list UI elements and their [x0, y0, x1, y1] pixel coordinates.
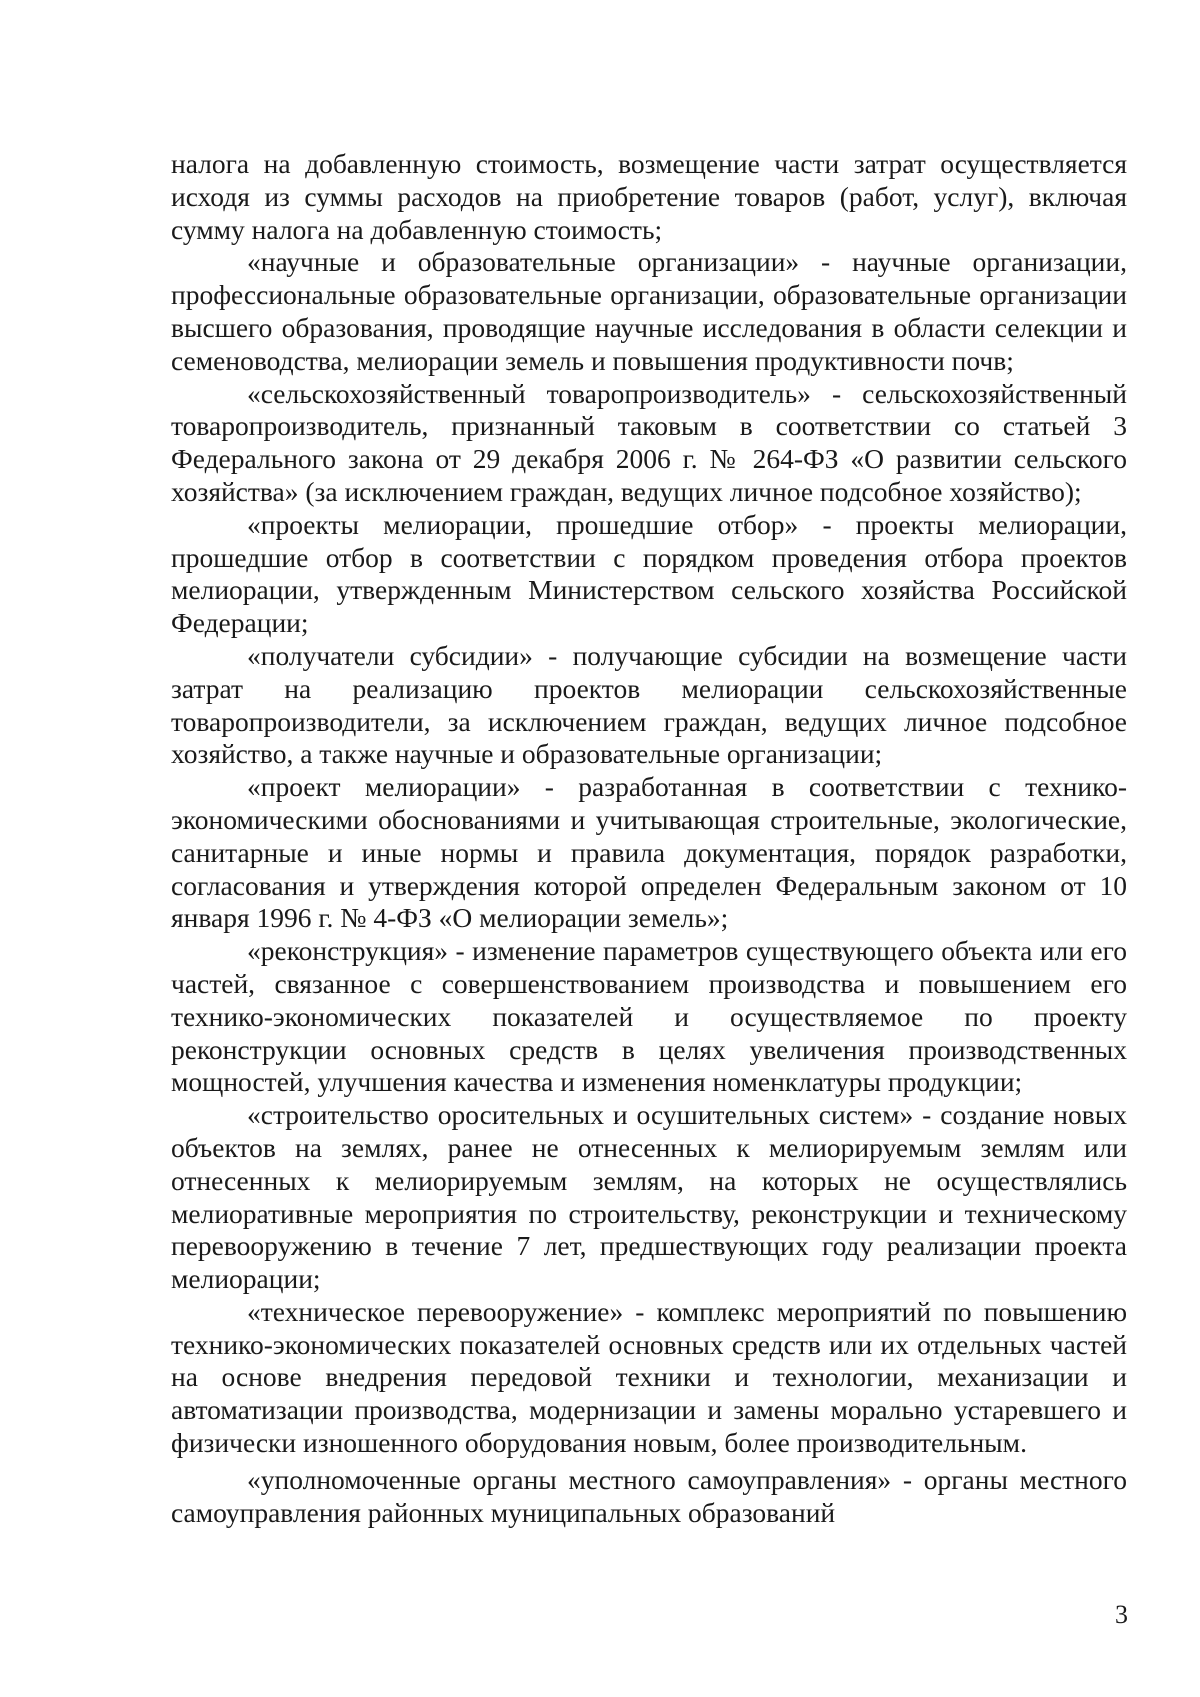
paragraph-irrigation-construction: «строительство оросительных и осушительных систем» - создание новых объектов на землях, ранее не отнесенных к мелиорируемым землям или отнесенных к мелиорируемым землям, на которых не осуществлялись мелиоративные мероприятия по строительству, реконструкции и техническому перевооружению в течение 7 лет, предшествующих году реализации проекта мелиорации; [171, 1099, 1127, 1295]
paragraph-selected-projects: «проекты мелиорации, прошедшие отбор» - проекты мелиорации, прошедшие отбор в соответствии с порядком проведения отбора проектов мелиорации, утвержденным Министерством сельского хозяйства Российской Федерации; [171, 508, 1127, 639]
paragraph-subsidy-recipients: «получатели субсидии» - получающие субсидии на возмещение части затрат на реализацию проектов мелиорации сельскохозяйственные товаропроизводители, за исключением граждан, ведущих личное подсобное хозяйство, а также научные и образовательные организации; [171, 639, 1127, 770]
page-number: 3 [1115, 1600, 1128, 1629]
paragraph-agricultural-producer: «сельскохозяйственный товаропроизводитель» - сельскохозяйственный товаропроизводитель, признанный таковым в соответствии со статьей 3 Федерального закона от 29 декабря 2006 г. № 264-ФЗ «О развитии сельского хозяйства» (за исключением граждан, ведущих личное подсобное хозяйство); [171, 377, 1127, 507]
paragraph-scientific-organizations: «научные и образовательные организации» - научные организации, профессиональные образовательные организации, образовательные организации высшего образования, проводящие научные исследования в области селекции и семеноводства, мелиорации земель и повышения продуктивности почв; [171, 246, 1127, 376]
paragraph-reconstruction: «реконструкция» - изменение параметров существующего объекта или его частей, связанное с совершенствованием производства и повышением его технико-экономических показателей и осуществляемое по проекту реконструкции основных средств в целях увеличения производственных мощностей, улучшения качества и изменения номенклатуры продукции; [171, 935, 1127, 1098]
paragraph-vat-continuation: налога на добавленную стоимость, возмещение части затрат осуществляется исходя из суммы расходов на приобретение товаров (работ, услуг), включая сумму налога на добавленную стоимость; [171, 148, 1127, 245]
document-body [171, 148, 1127, 1529]
paragraph-melioration-project: «проект мелиорации» - разработанная в соответствии с технико-экономическими обоснованиями и учитывающая строительные, экологические, санитарные и иные нормы и правила документация, порядок разработки, согласования и утверждения которой определен Федеральным законом от 10 января 1996 г. № 4-ФЗ «О мелиорации земель»; [171, 771, 1127, 934]
paragraph-technical-reequipment: «техническое перевооружение» - комплекс мероприятий по повышению технико-экономических показателей основных средств или их отдельных частей на основе внедрения передовой техники и технологии, механизации и автоматизации производства, модернизации и замены морально устаревшего и физически изношенного оборудования новым, более производительным. [171, 1295, 1127, 1459]
paragraph-local-authorities: «уполномоченные органы местного самоуправления» - органы местного самоуправления районных муниципальных образований [171, 1463, 1127, 1528]
